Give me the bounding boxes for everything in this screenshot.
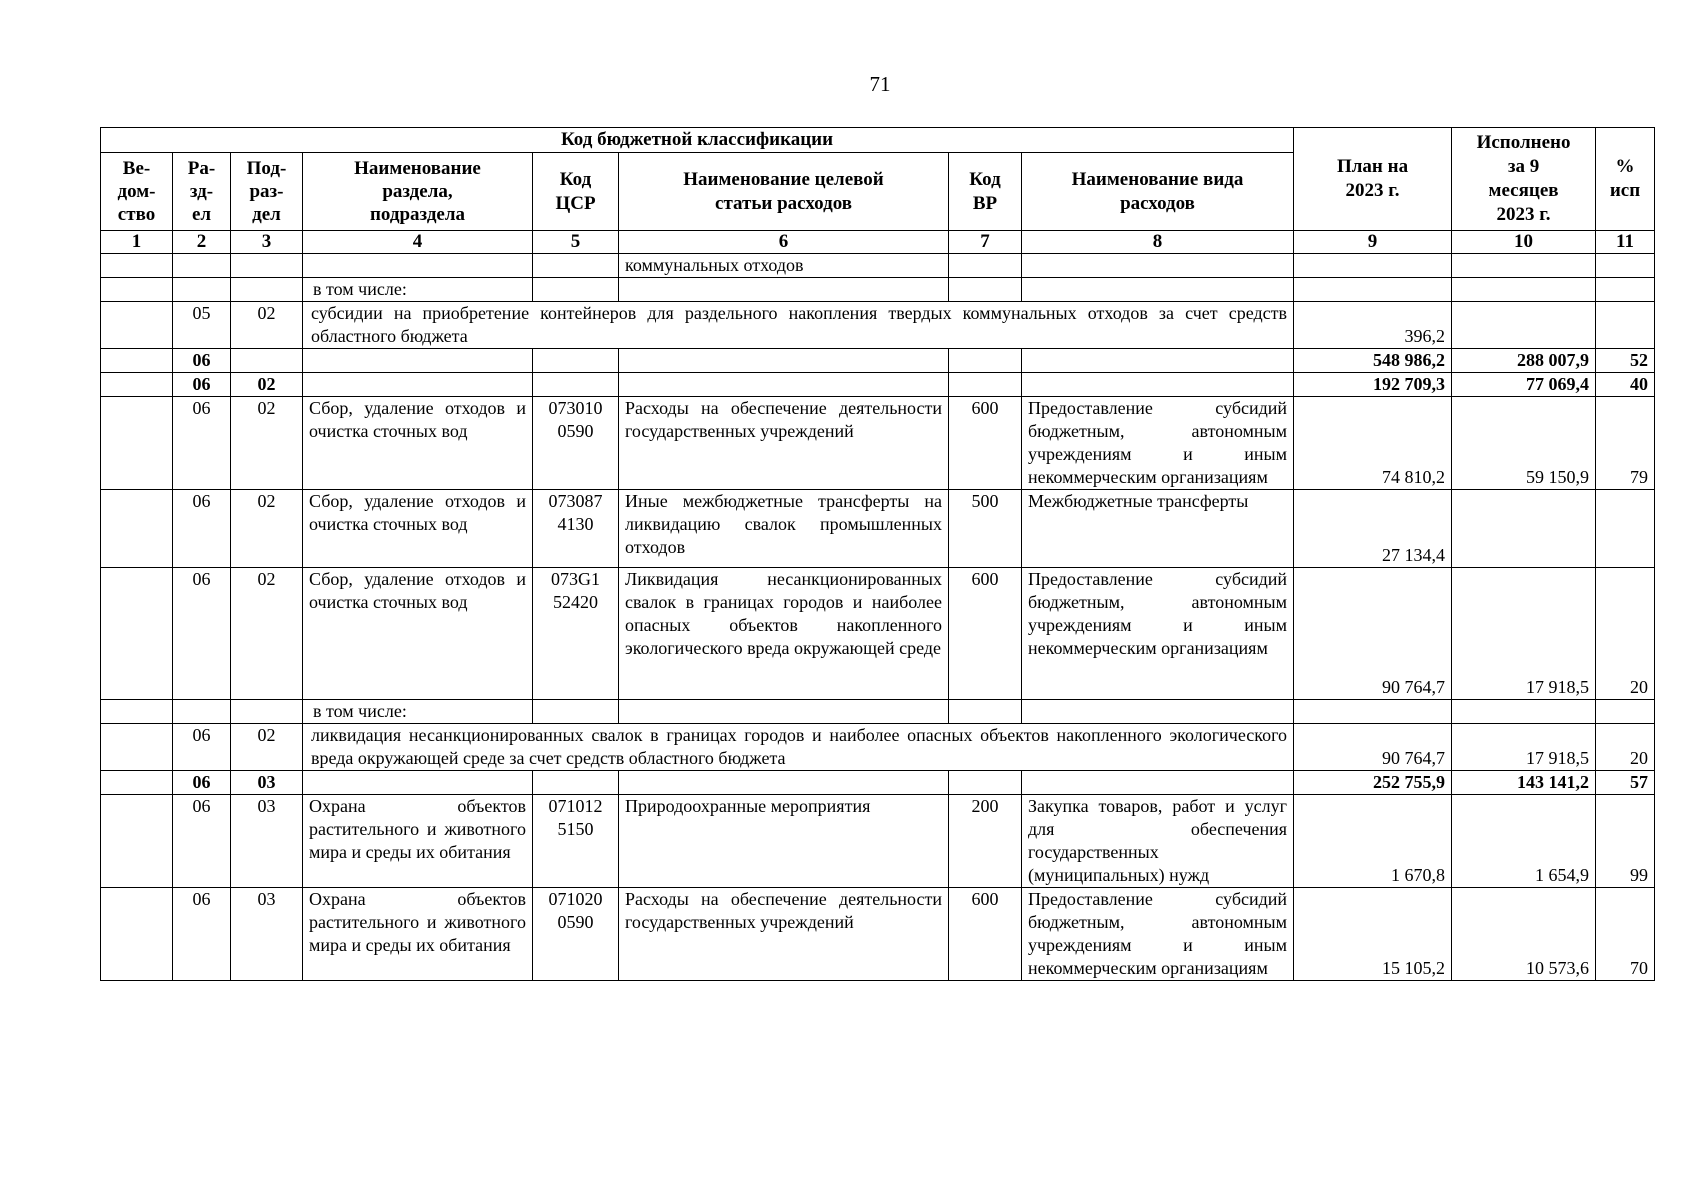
expense-kind-cell: Предоставление субсидий бюджетным, автономным учреждениям и иным некоммерческим организациям — [1022, 397, 1294, 490]
podrazdel-cell: 03 — [231, 795, 303, 888]
subsection-total-row — [101, 771, 1655, 795]
subsidy-description: субсидии на приобретение контейнеров для раздельного накопления твердых коммунальных отходов за счет средств областного бюджета — [303, 302, 1294, 349]
header-done: Исполнено за 9 месяцев 2023 г. — [1452, 128, 1596, 231]
table-row — [101, 278, 1655, 302]
razdel-cell: 06 — [173, 397, 231, 490]
header-expense-kind: Наименование вида расходов — [1022, 153, 1294, 231]
percent-cell: 99 — [1596, 795, 1655, 888]
table-row — [101, 490, 1655, 568]
csr-code-cell: 071012 5150 — [533, 795, 619, 888]
expense-kind-cell: Предоставление субсидий бюджетным, автономным учреждениям и иным некоммерческим организациям — [1022, 888, 1294, 981]
csr-code-cell: 073G1 52420 — [533, 568, 619, 700]
section-name-cell: Сбор, удаление отходов и очистка сточных вод — [303, 568, 533, 700]
percent-cell: 79 — [1596, 397, 1655, 490]
subsection-total-row — [101, 373, 1655, 397]
done-cell: 143 141,2 — [1452, 771, 1596, 795]
percent-cell: 70 — [1596, 888, 1655, 981]
table-row — [101, 795, 1655, 888]
column-number-row — [101, 231, 1655, 254]
plan-cell: 27 134,4 — [1294, 490, 1452, 568]
done-cell: 17 918,5 — [1452, 568, 1596, 700]
table-row — [101, 724, 1655, 771]
done-cell: 59 150,9 — [1452, 397, 1596, 490]
percent-cell: 20 — [1596, 568, 1655, 700]
header-vedomstvo: Ве- дом- ство — [101, 153, 173, 231]
column-number: 5 — [533, 231, 619, 254]
razdel-cell: 05 — [173, 302, 231, 349]
section-name-cell: Охрана объектов растительного и животного мира и среды их обитания — [303, 795, 533, 888]
table-row — [101, 254, 1655, 278]
section-name-cell: Сбор, удаление отходов и очистка сточных вод — [303, 490, 533, 568]
expense-kind-cell: Межбюджетные трансферты — [1022, 490, 1294, 568]
vr-code-cell: 600 — [949, 397, 1022, 490]
table-row — [101, 700, 1655, 724]
done-cell: 10 573,6 — [1452, 888, 1596, 981]
target-name-cell: коммунальных отходов — [619, 254, 949, 278]
column-number: 3 — [231, 231, 303, 254]
header-razdel: Ра- зд- ел — [173, 153, 231, 231]
podrazdel-cell: 02 — [231, 373, 303, 397]
plan-cell: 192 709,3 — [1294, 373, 1452, 397]
column-number: 8 — [1022, 231, 1294, 254]
plan-cell: 396,2 — [1294, 302, 1452, 349]
header-group-title: Код бюджетной классификации — [101, 128, 1294, 153]
page-number: 71 — [869, 72, 891, 96]
plan-cell: 1 670,8 — [1294, 795, 1452, 888]
column-number: 9 — [1294, 231, 1452, 254]
podrazdel-cell: 02 — [231, 724, 303, 771]
razdel-cell: 06 — [173, 795, 231, 888]
done-cell: 17 918,5 — [1452, 724, 1596, 771]
target-name-cell: Природоохранные мероприятия — [619, 795, 949, 888]
header-group-row — [101, 128, 1655, 153]
podrazdel-cell: 02 — [231, 490, 303, 568]
table-row — [101, 568, 1655, 700]
vr-code-cell: 200 — [949, 795, 1022, 888]
header-section-name: Наименование раздела, подраздела — [303, 153, 533, 231]
vr-code-cell: 600 — [949, 568, 1022, 700]
razdel-cell: 06 — [173, 373, 231, 397]
razdel-cell: 06 — [173, 724, 231, 771]
csr-code-cell: 073087 4130 — [533, 490, 619, 568]
target-name-cell: Иные межбюджетные трансферты на ликвидацию свалок промышленных отходов — [619, 490, 949, 568]
column-number: 11 — [1596, 231, 1655, 254]
table-row — [101, 397, 1655, 490]
percent-cell: 40 — [1596, 373, 1655, 397]
header-plan: План на 2023 г. — [1294, 128, 1452, 231]
header-csr-code: Код ЦСР — [533, 153, 619, 231]
percent-cell: 57 — [1596, 771, 1655, 795]
plan-cell: 90 764,7 — [1294, 724, 1452, 771]
vr-code-cell: 600 — [949, 888, 1022, 981]
header-vr-code: Код ВР — [949, 153, 1022, 231]
razdel-cell: 06 — [173, 568, 231, 700]
plan-cell: 548 986,2 — [1294, 349, 1452, 373]
column-number: 1 — [101, 231, 173, 254]
column-number: 10 — [1452, 231, 1596, 254]
budget-execution-table — [100, 127, 1655, 981]
target-name-cell: Расходы на обеспечение деятельности государственных учреждений — [619, 397, 949, 490]
target-name-cell: Расходы на обеспечение деятельности государственных учреждений — [619, 888, 949, 981]
percent-cell: 52 — [1596, 349, 1655, 373]
column-number: 6 — [619, 231, 949, 254]
done-cell: 77 069,4 — [1452, 373, 1596, 397]
razdel-cell: 06 — [173, 490, 231, 568]
section-name-cell: Сбор, удаление отходов и очистка сточных вод — [303, 397, 533, 490]
razdel-cell: 06 — [173, 349, 231, 373]
vr-code-cell: 500 — [949, 490, 1022, 568]
table-row — [101, 888, 1655, 981]
header-podrazdel: Под- раз- дел — [231, 153, 303, 231]
section-total-row — [101, 349, 1655, 373]
table-row — [101, 302, 1655, 349]
expense-kind-cell: Закупка товаров, работ и услуг для обеспечения государственных (муниципальных) нужд — [1022, 795, 1294, 888]
podrazdel-cell: 02 — [231, 568, 303, 700]
plan-cell: 252 755,9 — [1294, 771, 1452, 795]
section-name-cell: Охрана объектов растительного и животного мира и среды их обитания — [303, 888, 533, 981]
podrazdel-cell: 02 — [231, 302, 303, 349]
including-label: в том числе: — [303, 700, 533, 724]
csr-code-cell: 071020 0590 — [533, 888, 619, 981]
done-cell: 1 654,9 — [1452, 795, 1596, 888]
razdel-cell: 06 — [173, 771, 231, 795]
expense-kind-cell: Предоставление субсидий бюджетным, автономным учреждениям и иным некоммерческим организациям — [1022, 568, 1294, 700]
plan-cell: 15 105,2 — [1294, 888, 1452, 981]
column-number: 7 — [949, 231, 1022, 254]
plan-cell: 74 810,2 — [1294, 397, 1452, 490]
done-cell: 288 007,9 — [1452, 349, 1596, 373]
column-number: 4 — [303, 231, 533, 254]
podrazdel-cell: 02 — [231, 397, 303, 490]
csr-code-cell: 073010 0590 — [533, 397, 619, 490]
plan-cell: 90 764,7 — [1294, 568, 1452, 700]
podrazdel-cell: 03 — [231, 771, 303, 795]
column-number: 2 — [173, 231, 231, 254]
header-percent: % исп — [1596, 128, 1655, 231]
including-label: в том числе: — [303, 278, 533, 302]
target-name-cell: Ликвидация несанкционированных свалок в границах городов и наиболее опасных объектов накопленного экологического вреда окружающей среде — [619, 568, 949, 700]
header-target-name: Наименование целевой статьи расходов — [619, 153, 949, 231]
razdel-cell: 06 — [173, 888, 231, 981]
podrazdel-cell: 03 — [231, 888, 303, 981]
percent-cell: 20 — [1596, 724, 1655, 771]
liquidation-description: ликвидация несанкционированных свалок в границах городов и наиболее опасных объектов накопленного экологического вреда окружающей среде за счет средств областного бюджета — [303, 724, 1294, 771]
